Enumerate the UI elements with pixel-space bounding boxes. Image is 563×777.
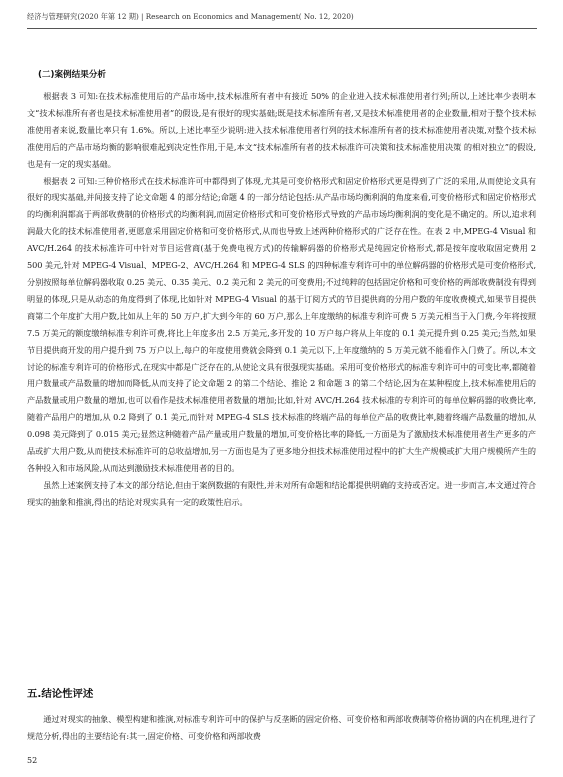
conclusion-paragraph: 通过对现实的抽象、模型构建和推演,对标准专利许可中的保护与反垄断的固定价格、可变价格和两部收费制等价格协调的内在机理,进行了规范分析,得出的主要结论有:其一,固定价格、可变价格和两部收费 <box>27 714 536 741</box>
subsection-title: (二)案例结果分析 <box>38 70 107 80</box>
running-head: 经济与管理研究(2020 年第 12 期) | Research on Economics and Management( No. 12, 2020) <box>27 12 354 21</box>
page-number: 52 <box>27 756 38 765</box>
conclusion-text <box>27 711 536 745</box>
section-title: 五.结论性评述 <box>27 688 94 700</box>
paragraph-1: 根据表 3 可知:在技术标准使用后的产品市场中,技术标准所有者中有接近 50% 的企业进入技术标准使用者行列;所以,上述比率少表明本文“技术标准所有者也是技术标准使用者”的假设,是有很好的现实基础;既是技术标准所有者,又是技术标准使用者的企业数量,相对于整个技术标准使用者来说,数量比率只有 1.6%。所以,上述比率至少说明:进入技术标准使用者行列的技术标准所有者的技术标准使用者决策,对整个技术标准使用后的产品市场均衡的影响很难起到决定性作用,于是,本文“技术标准所有者的技术标准许可决策和技术标准使用决策 的相对独立”的假设,也是有一定的现实基础。 <box>27 91 536 169</box>
header-rule <box>27 28 537 29</box>
paragraph-2: 根据表 2 可知:三种价格形式在技术标准许可中都得到了体现,尤其是可变价格形式和固定价格形式更是得到了广泛的采用,从而使论文具有很好的现实基础,并间接支持了论文命题 4 的部分结论;命题 4 的一部分结论包括:从产品市场均衡利润的角度来看,可变价格形式和固定价格形式的均衡利润都高于两部收费制的价格形式的均衡利润,而固定价格形式和可变价格形式导致的产品市场均衡利润的变化是不确定的。所以,追求利润最大化的技术标准使用者,更愿意采用固定价格和可变价格形式,从而也导致上述两种价格形式的广泛存在性。在表 2 中,MPEG-4 Visual 和 AVC/H.264 的技术标准许可中针对节目运营商(基于免费电视方式)的传输解码器的价格形式是纯固定价格形式,都是按年度收取固定费用 2 500 美元,针对 MPEG-4 Visual、MPEG-2、AVC/H.264 和 MPEG-4 SLS 的四种标准专利许可中的单位解码器的价格形式是可变价格形式,分别按照每单位解码器收取 0.25 美元、0.35 美元、0.2 美元和 2 美元的可变费用;不过纯粹的包括固定价格和可变价格的两部收费制没有得到明显的体现,只是从动态的角度得到了体现,比如针对 MPEG-4 Visual 的基于订阅方式的节目提供商的分用户数的年度收费模式,如果节目提供商第二个年度扩大用户数,比如从上年的 50 万户,扩大到今年的 60 万户,那么上年度缴纳的标准专利许可费 5 万美元相当于入门费,今年将按照 7.5 万美元的额度缴纳标准专利许可费,将比上年度多出 2.5 万美元,多开发的 10 万户每户将从上年度的 0.1 美元提升到 0.25 美元;当然,如果节目提供商开发的用户提升到 75 万户以上,每户的年度使用费就会降到 0.1 美元以下,上年度缴纳的 5 万美元就不能看作入门费了。所以,本文讨论的标准专利许可的价格形式,在现实中都是广泛存在的,从使论文具有很强现实基础。采用可变价格形式的标准专利许可中的可变比率,都随着用户数量或产品数量的增加而降低,从而支持了论文命题 2 的第二个结论、推论 2 和命题 3 的第二个结论,因为在某种程度上,技术标准使用后的产品数量或用户数量的增加,也可以看作是技术标准使用者数量的增加;比如,针对 AVC/H.264 技术标准的专利许可的每单位解码器的收费比率,随着产品用户的增加,从 0.2 降到了 0.1 美元,而针对 MPEG-4 SLS 技术标准的终端产品的每单位产品的收费比率,随着终端产品数量的增加,从 0.098 美元降到了 0.015 美元;显然这种随着产品产量或用户数量的增加,可变价格比率的降低,一方面是为了激励技术标准使用者生产更多的产品或扩大用户数,从而使技术标准许可的总收益增加,另一方面也是为了更多地分担技术标准使用过程中的扩大生产规模或扩大用户规模所产生的各种投入和市场风险,从而达到激励技术标准使用者的目的。 <box>27 175 536 473</box>
body-text <box>27 88 536 511</box>
paragraph-3: 虽然上述案例支持了本文的部分结论,但由于案例数据的有限性,并未对所有命题和结论都提供明确的支持或否定。进一步而言,本文通过符合现实的抽象和推演,得出的结论对现实具有一定的政策性启示。 <box>27 479 536 507</box>
